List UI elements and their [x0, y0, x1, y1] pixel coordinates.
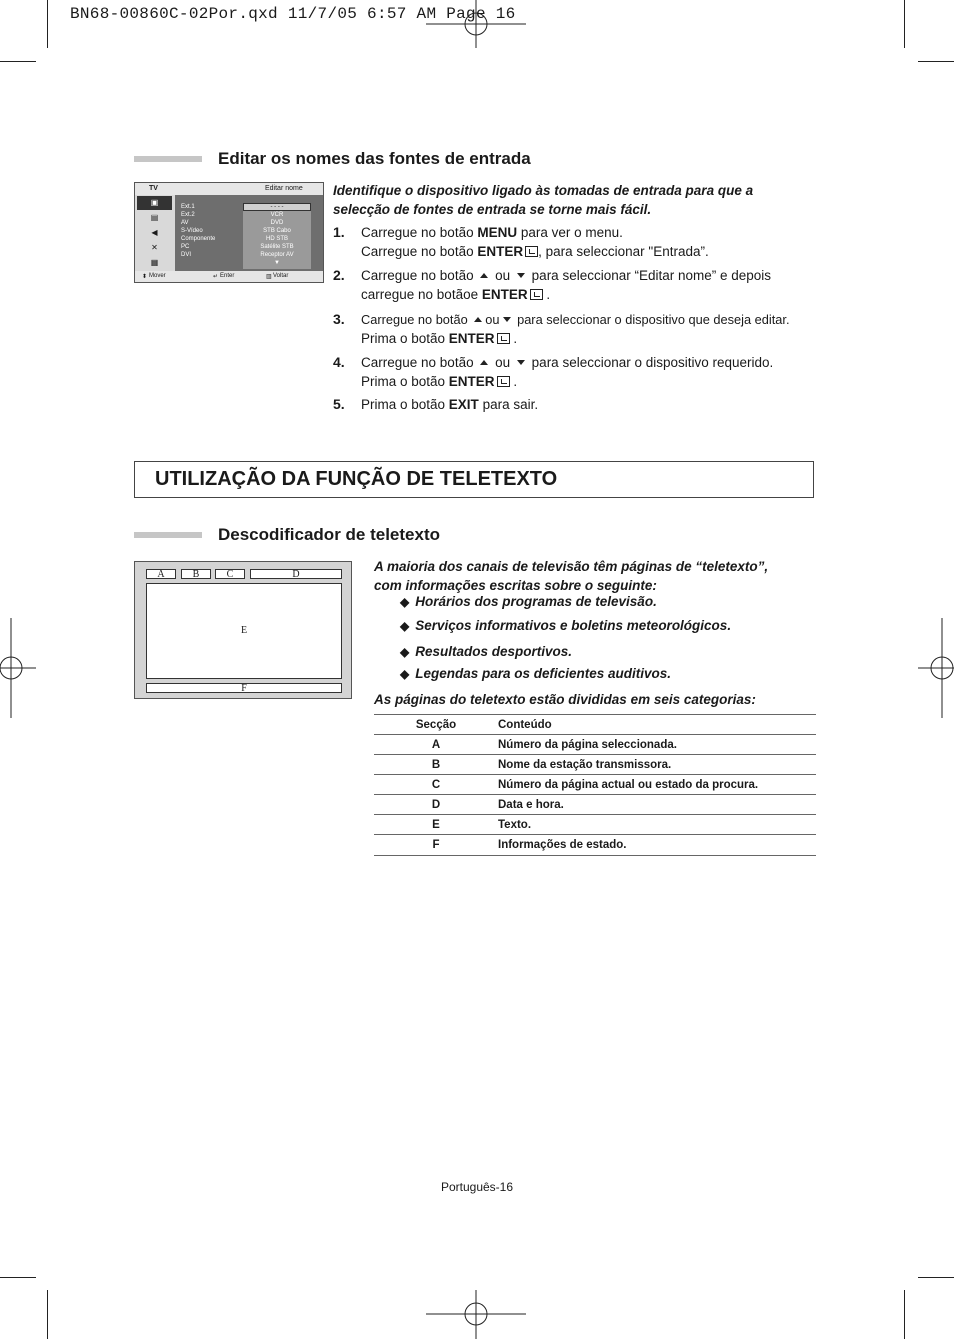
sound-icon: ◀ — [151, 228, 158, 237]
input-icon: ▣ — [137, 196, 172, 210]
enter-icon — [530, 289, 543, 300]
step-text-part: ou — [485, 312, 500, 327]
table-row — [374, 755, 816, 775]
step-text-part: Prima o botão — [361, 397, 449, 412]
step-number: 3. — [333, 311, 345, 327]
step-text-part: Carregue no botão — [361, 244, 478, 259]
button-name: ENTER — [477, 244, 524, 259]
input-item: Ext.1 — [181, 204, 195, 210]
tv-menu-footer — [135, 271, 323, 282]
step-number: 2. — [333, 267, 345, 283]
page-footer: Português-16 — [440, 1180, 514, 1194]
column-header: Conteúdo — [498, 715, 816, 735]
table-cell: Nome da estação transmissora. — [498, 755, 816, 775]
step-text-part: . — [546, 287, 551, 302]
input-item: DVI — [181, 252, 192, 258]
diamond-icon: ◆ — [400, 645, 410, 659]
crop-mark — [47, 0, 48, 48]
cell-e: E — [146, 583, 342, 679]
bullet-item — [400, 666, 671, 681]
down-arrow-icon — [517, 273, 525, 278]
bullet-item — [400, 644, 572, 659]
bullet-text: Horários dos programas de televisão. — [415, 594, 657, 609]
table-row — [374, 775, 816, 795]
step-text — [361, 223, 709, 261]
tv-menu-sidebar — [135, 195, 175, 272]
diamond-icon: ◆ — [400, 619, 410, 633]
input-item: S-Vídeo — [181, 228, 203, 234]
cell-f: F — [146, 683, 342, 693]
tv-menu-top-bar — [135, 183, 323, 195]
back-icon: ▥ — [266, 274, 272, 280]
chevron-down-icon: ▼ — [274, 260, 280, 266]
section-title: Descodificador de teletexto — [218, 525, 441, 544]
channel-icon: ✕ — [151, 243, 158, 252]
tv-menu-screenshot — [134, 182, 324, 283]
footer-back: Voltar — [273, 273, 289, 279]
step-text-part: para seleccionar “Editar nome” e depois — [531, 268, 772, 283]
table-cell: B — [374, 755, 498, 775]
step-text-part: carregue no botãoe — [361, 287, 482, 302]
step-text-part: para sair. — [478, 397, 539, 412]
table-cell: Data e hora. — [498, 795, 816, 815]
dropdown-option: Receptor AV — [260, 252, 294, 258]
section-bar — [134, 156, 202, 162]
table-row — [374, 795, 816, 815]
button-name: EXIT — [448, 397, 479, 412]
print-header: BN68-00860C-02Por.qxd 11/7/05 6:57 AM Page 16 — [70, 5, 516, 23]
enter-icon — [497, 376, 510, 387]
setup-icon: ▦ — [150, 258, 159, 267]
diamond-icon: ◆ — [400, 667, 410, 681]
tv-selected-value: - - - - — [243, 203, 311, 211]
input-item: AV — [181, 220, 189, 226]
table-cell: Número da página seleccionada. — [498, 735, 816, 755]
step-text-part: Carregue no botão — [361, 268, 478, 283]
cell-b: B — [181, 569, 211, 579]
crop-mark — [904, 0, 905, 48]
down-arrow-icon — [503, 317, 511, 322]
picture-icon: ▤ — [150, 213, 159, 222]
intro-line: com informações escritas sobre o seguinte: — [374, 578, 657, 593]
table-row — [374, 735, 816, 755]
move-icon: ⬍ — [142, 274, 148, 280]
input-item: Ext.2 — [181, 212, 195, 218]
enter-icon — [525, 246, 538, 257]
step-text-part: ou — [495, 268, 511, 283]
up-arrow-icon — [480, 360, 488, 365]
cell-c: C — [215, 569, 245, 579]
down-arrow-icon — [517, 360, 525, 365]
step-number: 5. — [333, 396, 345, 412]
dropdown-option: STB Cabo — [263, 228, 291, 234]
bullet-text: Serviços informativos e boletins meteorológicos. — [415, 618, 732, 633]
table-row — [374, 835, 816, 856]
tv-input-list — [181, 203, 215, 259]
input-item: PC — [181, 244, 190, 250]
chapter-banner: UTILIZAÇÃO DA FUNÇÃO DE TELETEXTO — [134, 461, 814, 498]
section1-intro — [333, 181, 753, 219]
bullet-item — [400, 594, 657, 609]
step-text-part: , para seleccionar "Entrada”. — [538, 244, 709, 259]
up-arrow-icon — [474, 317, 482, 322]
step-text-part: ou — [495, 355, 511, 370]
sections-table — [374, 714, 816, 856]
tv-label: TV — [149, 185, 158, 192]
step-text-part: Prima o botão — [361, 331, 449, 346]
table-header-row — [374, 715, 816, 735]
section-title: Editar os nomes das fontes de entrada — [218, 149, 531, 168]
step-text-part: para seleccionar o dispositivo requerido. — [531, 355, 774, 370]
tv-dropdown — [243, 211, 311, 269]
registration-mark-bottom — [426, 1290, 526, 1339]
table-cell: A — [374, 735, 498, 755]
cell-d: D — [250, 569, 342, 579]
button-name: ENTER — [448, 374, 495, 389]
table-cell: D — [374, 795, 498, 815]
enter-icon — [497, 333, 510, 344]
crop-mark — [918, 1277, 954, 1278]
button-name: ENTER — [448, 331, 495, 346]
step-text — [361, 353, 773, 391]
table-cell: Texto. — [498, 815, 816, 835]
step-number: 4. — [333, 354, 345, 370]
registration-mark-left — [0, 618, 36, 718]
table-row — [374, 815, 816, 835]
crop-mark — [904, 1290, 905, 1339]
crop-mark — [47, 1290, 48, 1339]
button-name: MENU — [477, 225, 518, 240]
step-text-part: para ver o menu. — [517, 225, 623, 240]
intro-line: A maioria dos canais de televisão têm páginas de “teletexto”, — [374, 559, 769, 574]
step-number: 1. — [333, 224, 345, 240]
bullet-text: Resultados desportivos. — [415, 644, 573, 659]
dropdown-option: HD STB — [265, 236, 288, 242]
diamond-icon: ◆ — [400, 595, 410, 609]
categories-text: As páginas do teletexto estão divididas em seis categorias: — [374, 692, 756, 707]
section2-intro — [374, 557, 768, 595]
step-text-part: Prima o botão — [361, 374, 449, 389]
dropdown-option: VCR — [270, 212, 284, 218]
dropdown-option: DVD — [270, 220, 284, 226]
table-cell: E — [374, 815, 498, 835]
table-cell: C — [374, 775, 498, 795]
column-header: Secção — [374, 715, 498, 735]
intro-line: Identifique o dispositivo ligado às tomadas de entrada para que a — [333, 183, 754, 198]
up-arrow-icon — [480, 273, 488, 278]
crop-mark — [0, 61, 36, 62]
teletext-diagram — [134, 561, 352, 699]
footer-enter: Enter — [220, 273, 235, 279]
dropdown-option: Satélite STB — [260, 244, 294, 250]
table-cell: Número da página actual ou estado da procura. — [498, 775, 816, 795]
intro-line: selecção de fontes de entrada se torne mais fácil. — [333, 202, 652, 217]
table-cell: Informações de estado. — [498, 835, 816, 856]
registration-mark-right — [918, 618, 954, 718]
step-text-part: Carregue no botão — [361, 355, 478, 370]
crop-mark — [0, 1277, 36, 1278]
step-text-part: para seleccionar o dispositivo que deseja editar. — [517, 312, 790, 327]
step-text-part: . — [513, 331, 518, 346]
section-bar — [134, 532, 202, 538]
cell-a: A — [146, 569, 176, 579]
step-text-part: Carregue no botão — [361, 312, 472, 327]
step-text — [361, 266, 771, 304]
footer-move: Mover — [149, 273, 166, 279]
button-name: ENTER — [481, 287, 528, 302]
crop-mark — [918, 61, 954, 62]
step-text — [361, 310, 790, 348]
bullet-text: Legendas para os deficientes auditivos. — [415, 666, 672, 681]
tv-menu-title: Editar nome — [265, 185, 303, 192]
input-item: Componente — [181, 236, 216, 242]
step-text-part: Carregue no botão — [361, 225, 478, 240]
step-text-part: . — [513, 374, 518, 389]
bullet-item — [400, 618, 731, 633]
enter-icon: ↵ — [213, 274, 219, 280]
table-cell: F — [374, 835, 498, 856]
step-text — [361, 395, 538, 414]
